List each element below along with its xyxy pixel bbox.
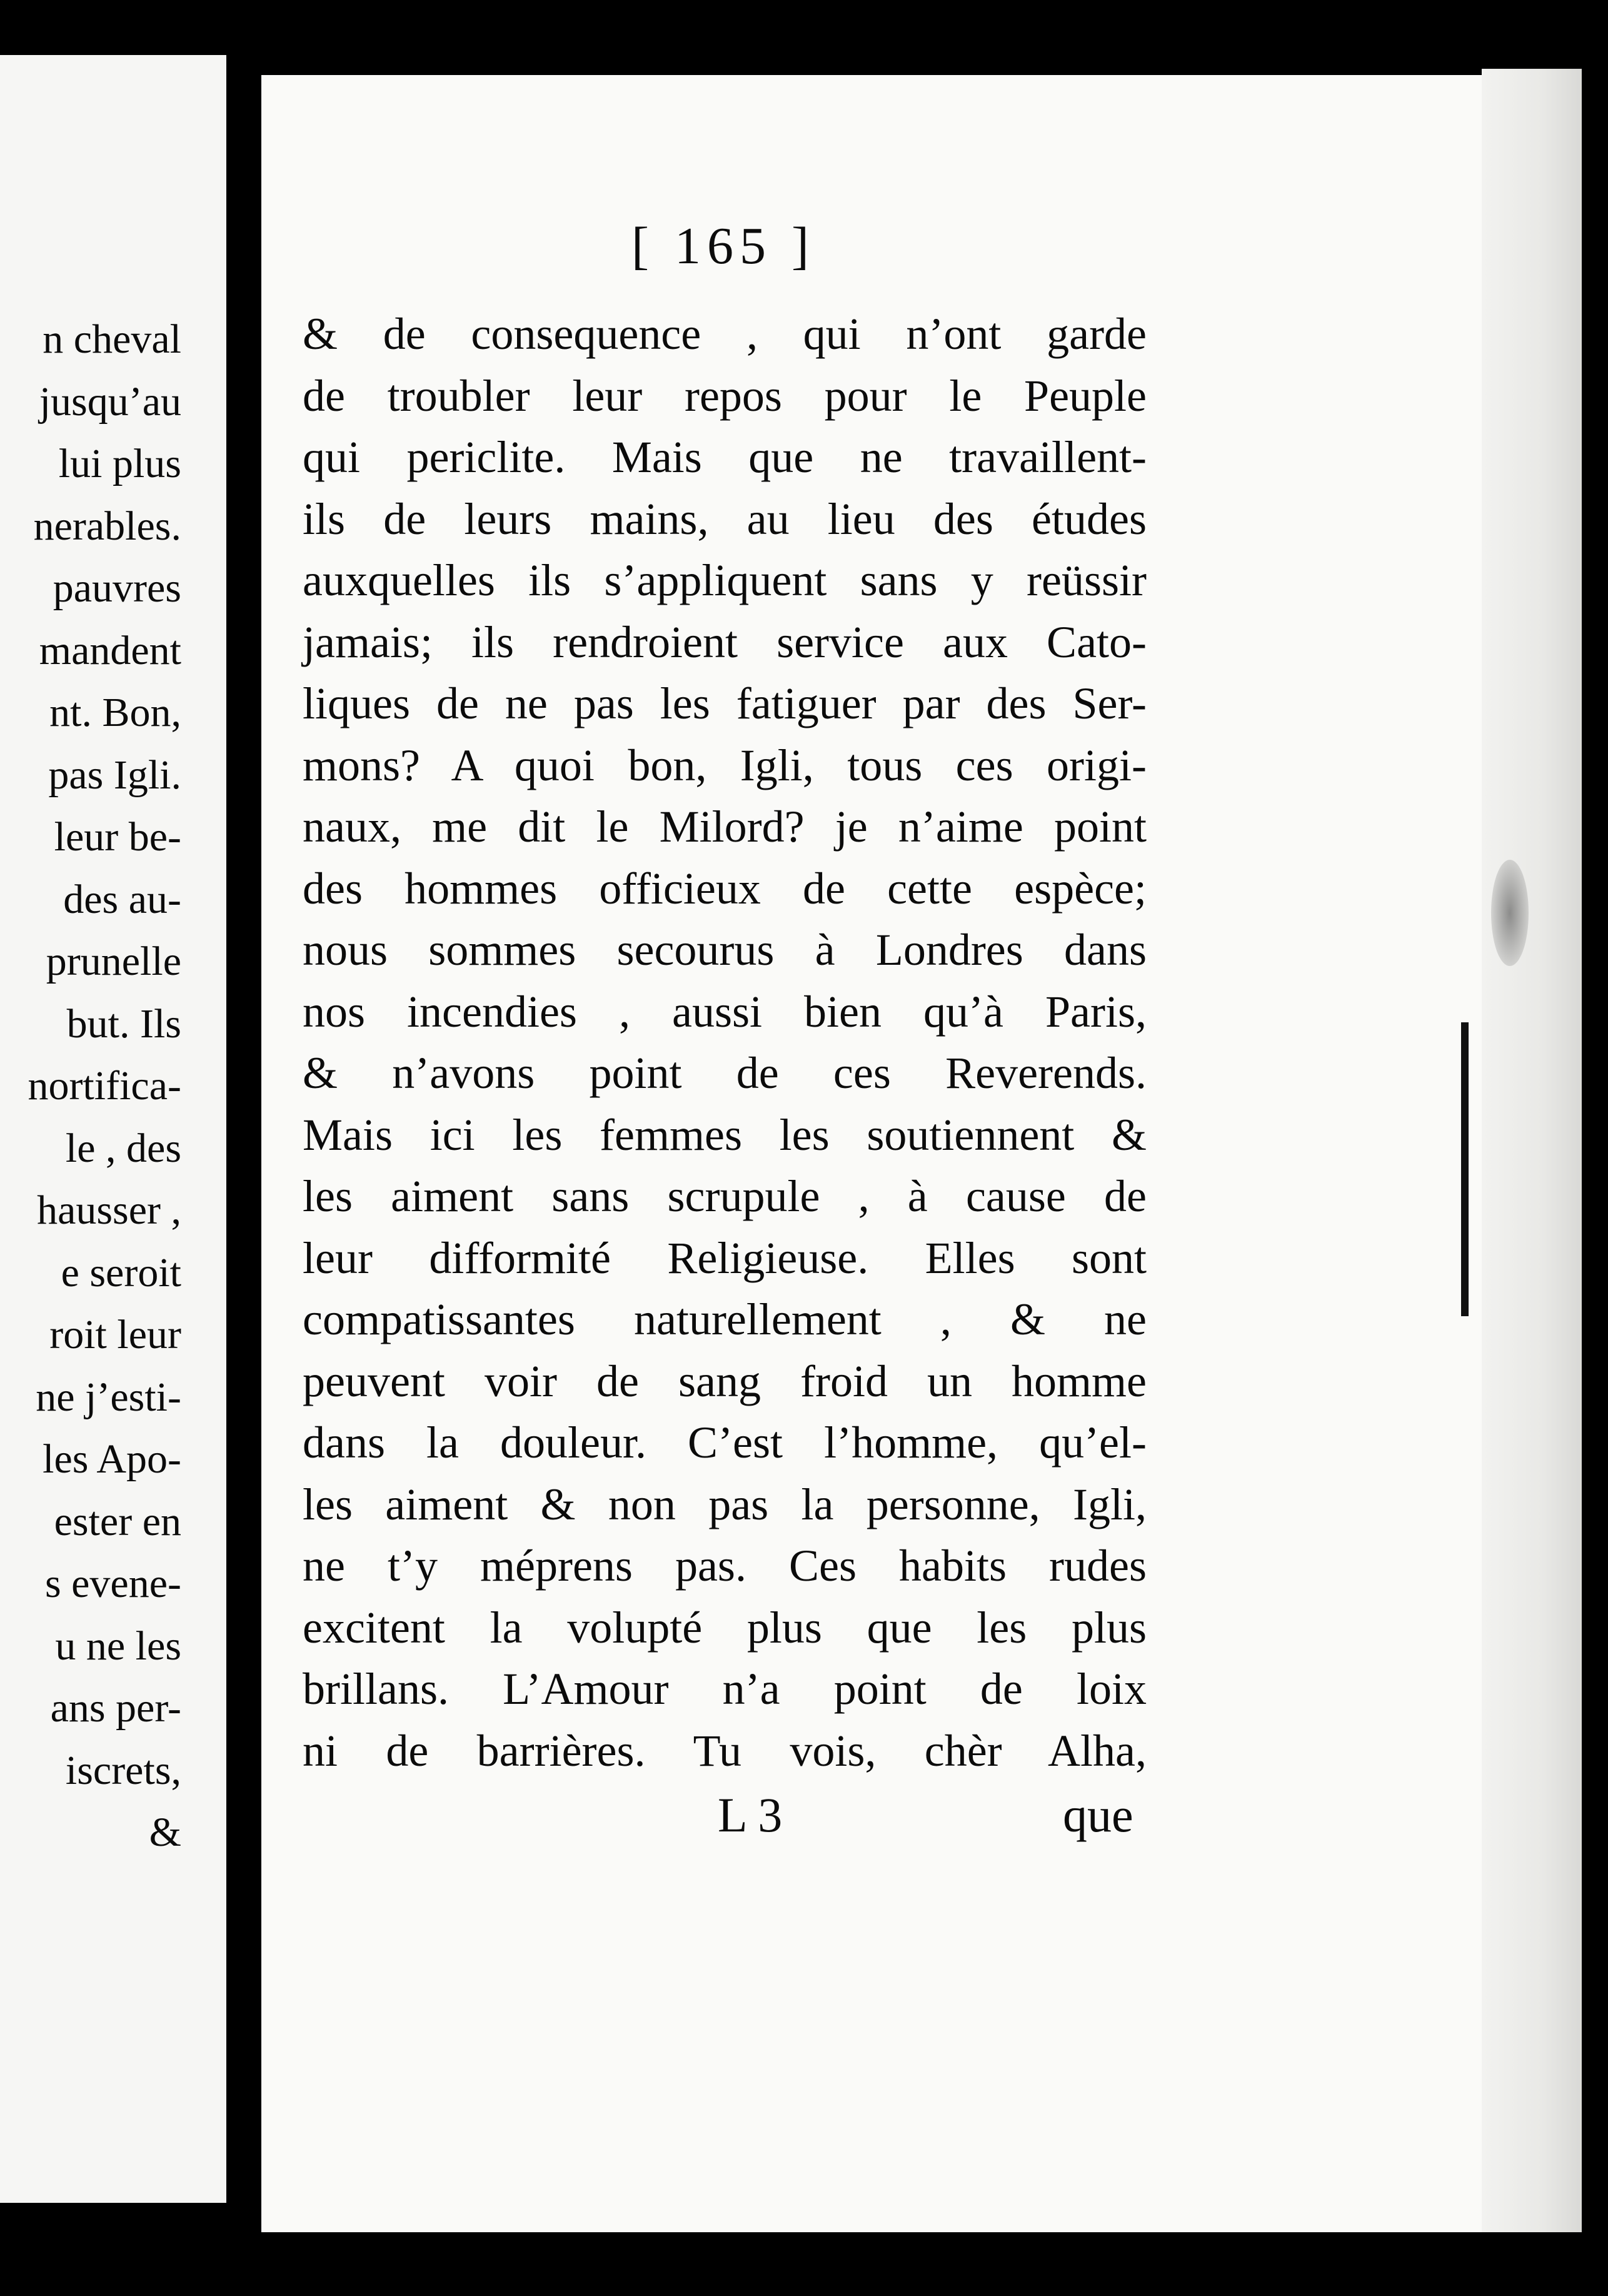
left-page-line: les Apo- [43, 1436, 181, 1482]
left-page-line: nerables. [33, 503, 181, 549]
left-page-line: iscrets, [65, 1747, 181, 1793]
body-text [303, 303, 1147, 1781]
left-page-line: e seroit [61, 1249, 181, 1296]
margin-mark [1461, 1022, 1469, 1316]
left-page-line: le , des [65, 1125, 181, 1171]
left-page-line: u ne les [55, 1623, 181, 1669]
left-page-line: mandent [39, 627, 181, 673]
body-line: ne t’y méprens pas. Ces habits rudes [303, 1541, 1147, 1591]
body-line: les aiment sans scrupule , à cause de [303, 1171, 1147, 1221]
body-line: naux, me dit le Milord? je n’aime point [303, 802, 1147, 852]
left-page-line: & [149, 1810, 181, 1855]
left-page-line: nt. Bon, [49, 690, 181, 735]
signature-mark: L 3 [718, 1788, 783, 1842]
left-page-line: roit leur [49, 1312, 181, 1357]
left-page-line: pauvres [53, 565, 181, 611]
body-line: ni de barrières. Tu vois, chèr Alha, [303, 1725, 1147, 1776]
body-line: dans la douleur. C’est l’homme, qu’el- [303, 1417, 1147, 1468]
body-line: leur difformité Religieuse. Elles sont [303, 1232, 1147, 1283]
body-line: Mais ici les femmes les soutiennent & [303, 1109, 1147, 1160]
left-page [0, 55, 226, 2203]
body-line: qui periclite. Mais que ne travaillent- [303, 432, 1147, 482]
page-edge [1482, 69, 1582, 2232]
left-page-line: n cheval [43, 316, 181, 362]
ink-stain [1491, 860, 1529, 966]
left-page-line: jusqu’au [39, 378, 181, 425]
body-line: compatissantes naturellement , & ne [303, 1294, 1147, 1344]
body-line: brillans. L’Amour n’a point de loix [303, 1664, 1147, 1714]
left-page-line: lui plus [58, 441, 181, 486]
left-page-line: prunelle [46, 939, 181, 984]
left-page-line: ans per- [50, 1685, 181, 1731]
catchword: que [1063, 1788, 1133, 1842]
body-line: les aiment & non pas la personne, Igli, [303, 1479, 1147, 1529]
body-line: mons? A quoi bon, Igli, tous ces origi- [303, 740, 1147, 790]
body-line: nous sommes secourus à Londres dans [303, 925, 1147, 975]
body-line: des hommes officieux de cette espèce; [303, 863, 1147, 914]
body-line: auxquelles ils s’appliquent sans y reüssir [303, 555, 1147, 605]
left-page-line: ne j’esti- [36, 1374, 181, 1420]
body-line: excitent la volupté plus que les plus [303, 1602, 1147, 1653]
body-line: peuvent voir de sang froid un homme [303, 1356, 1147, 1406]
left-page-line: leur be- [54, 814, 181, 860]
body-line: de troubler leur repos pour le Peuple [303, 370, 1147, 421]
left-page-line: nortifica- [28, 1063, 181, 1109]
body-line: jamais; ils rendroient service aux Cato- [303, 617, 1147, 667]
page-number: [ 165 ] [631, 217, 815, 275]
left-page-line: des au- [63, 876, 181, 922]
left-page-line: ester en [54, 1498, 181, 1544]
body-line: & de consequence , qui n’ont garde [303, 309, 1147, 359]
body-line: liques de ne pas les fatiguer par des Ser- [303, 678, 1147, 728]
left-page-line: but. Ils [66, 1000, 181, 1047]
left-page-line: hausser , [37, 1187, 181, 1233]
left-page-line: s evene- [44, 1561, 181, 1606]
body-line: ils de leurs mains, au lieu des études [303, 493, 1147, 544]
body-line: & n’avons point de ces Reverends. [303, 1048, 1147, 1098]
left-page-line: pas Igli. [48, 752, 181, 798]
body-line: nos incendies , aussi bien qu’à Paris, [303, 986, 1147, 1037]
